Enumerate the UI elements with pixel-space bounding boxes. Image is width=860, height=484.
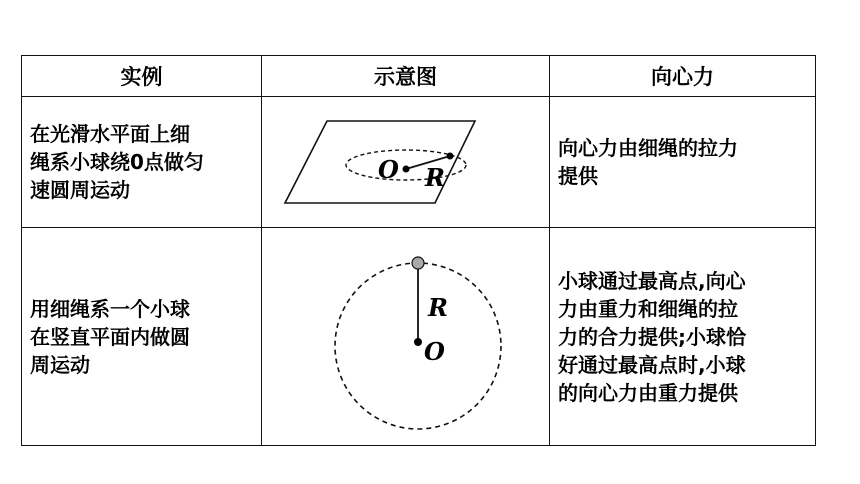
vertical-circle-diagram xyxy=(262,230,550,444)
example-text-horizontal: 在光滑水平面上细 绳系小球绕0点做匀 速圆周运动 xyxy=(22,97,262,228)
header-diagram: 示意图 xyxy=(262,56,550,97)
header-force: 向心力 xyxy=(550,56,816,97)
ball-point xyxy=(447,153,454,160)
center-label: O xyxy=(424,336,445,366)
radius-label: R xyxy=(425,163,445,192)
example-text-vertical: 用细绳系一个小球 在竖直平面内做圆 周运动 xyxy=(22,228,262,446)
header-example: 实例 xyxy=(22,56,262,97)
header-row xyxy=(22,56,816,97)
table-row xyxy=(22,97,816,228)
radius-label: R xyxy=(428,292,448,322)
center-point xyxy=(403,166,410,173)
ball-at-top xyxy=(412,257,424,269)
center-point xyxy=(414,338,422,346)
horizontal-plane-diagram xyxy=(262,98,550,226)
diagram-vertical-circle xyxy=(262,228,550,446)
table-row xyxy=(22,228,816,446)
force-text-vertical: 小球通过最高点,向心 力由重力和细绳的拉 力的合力提供;小球恰 好通过最高点时,小球 的向心力由重力提供 xyxy=(550,228,816,446)
physics-table xyxy=(21,55,816,446)
diagram-horizontal-circle xyxy=(262,97,550,228)
center-label: O xyxy=(378,155,399,184)
force-text-horizontal: 向心力由细绳的拉力 提供 xyxy=(550,97,816,228)
